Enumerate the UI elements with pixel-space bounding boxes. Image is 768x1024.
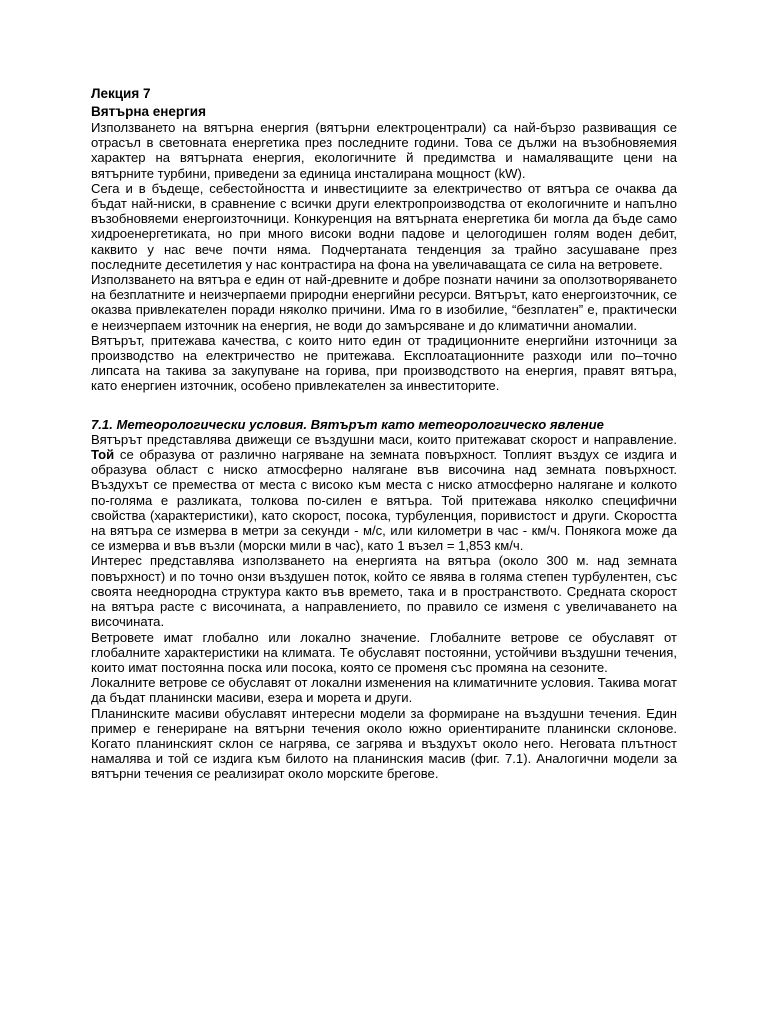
lecture-label: Лекция 7 <box>91 86 151 101</box>
intro-paragraph-4: Вятърът, притежава качества, с които нито един от традиционните енергийни източници за производство на електричество не притежава. Експлоатационните разходи или по–точно липсата на такива за закупуване на горива, при производството на енергия, правят вятъра, като енергиен източник, особено привлекателен за инвеститорите. <box>91 332 677 394</box>
intro-paragraph-2: Сега и в бъдеще, себестойността и инвестициите за електричество от вятъра се очаква да бъдат най-ниски, в сравнение с всички други електропроизводства от екологичните и напълно възобновяеми енергоизточници. Конкуренция на вятърната енергетика би могла да бъде само хидроенергетиката, но при много високи водни падове и целогодишен голям воден дебит, каквито у нас вече почти няма. Подчертаната тенденция за трайно засушаване през последните десетилетия у нас контрастира на фона на увеличаващата се сила на ветровете. <box>91 180 677 272</box>
section-paragraph-1-part2: се образува от различно нагряване на земната повърхност. Топлият въздух се издига и образува област с ниско атмосферно налягане във височина над земната повърхност. Въздухът се премества от места с високо към места с ниско атмосферно налягане и колкото по-голяма е разликата, толкова по-силен е вятъра. Той притежава няколко специфични свойства (характеристики), като скорост, посока, турбуленция, поривистост и други. Скоростта на вятъра се измерва в метри за секунди - м/с, или километри в час - км/ч. Понякога може да се измерва и във възли (морски мили в час), като 1 възел = 1,853 км/ч. <box>91 447 677 554</box>
section-paragraph-1 <box>91 432 677 554</box>
section-paragraph-1-part1: Вятърът представлява движещи се въздушни маси, които притежават скорост и направление. <box>91 431 677 447</box>
document-page <box>91 86 677 782</box>
section-paragraph-4: Локалните ветрове се обуславят от локални изменения на климатичните условия. Такива могат да бъдат планински масиви, езера и морета и други. <box>91 675 677 706</box>
intro-paragraph-1: Използването на вятърна енергия (вятърни електроцентрали) са най-бързо развиващия се отрасъл в световната енергетика през последните години. Това се дължи на възобновяемия характер на вятърната енергия, екологичните й предимства и намаляващите цени на вятърните турбини, приведени за единица инсталирана мощност (kW). <box>91 120 677 181</box>
intro-paragraph-3: Използването на вятъра е един от най-древните и добре познати начини за оползотворяването на безплатните и неизчерпаеми природни енергийни ресурси. Вятърът, като енергоизточник, се оказва привлекателен поради няколко причини. Има го в изобилие, “безплатен” е, практически е неизчерпаем източник на енергия, не води до замърсяване и до климатични аномалии. <box>91 272 677 333</box>
section-spacer <box>91 394 677 417</box>
document-title: Вятърна енергия <box>91 104 206 119</box>
section-paragraph-3: Ветровете имат глобално или локално значение. Глобалните ветрове се обуславят от глобалните характеристики на климата. Те обуславят постоянни, устойчиви въздушни течения, които имат постоянна поска или посока, която се променя със промяна на сезоните. <box>91 629 677 675</box>
section-paragraph-5: Планинските масиви обуславят интересни модели за формиране на въздушни течения. Един пример е генериране на вятърни течения около южно ориентираните планински склонове. Когато планинският склон се нагрява, се загрява и въздухът около него. Неговата плътност намалява и той се издига към билото на планинския масив (фиг. 7.1). Аналогични модели за вятърни течения се реализират около морските брегове. <box>91 705 677 782</box>
section-paragraph-2: Интерес представлява използването на енергията на вятъра (около 300 м. над земната повърхност) и по точно онзи въздушен поток, който се явява в голяма степен турбулентен, със своята нееднородна структура както във времето, така и в пространството. Средната скорост на вятъра расте с височината, а направлението, по правило се изменя с увеличаването на височината. <box>91 553 677 630</box>
section-paragraph-1-bold: Той <box>91 447 115 463</box>
section-heading: 7.1. Метеорологически условия. Вятърът като метеорологическо явление <box>91 416 604 432</box>
